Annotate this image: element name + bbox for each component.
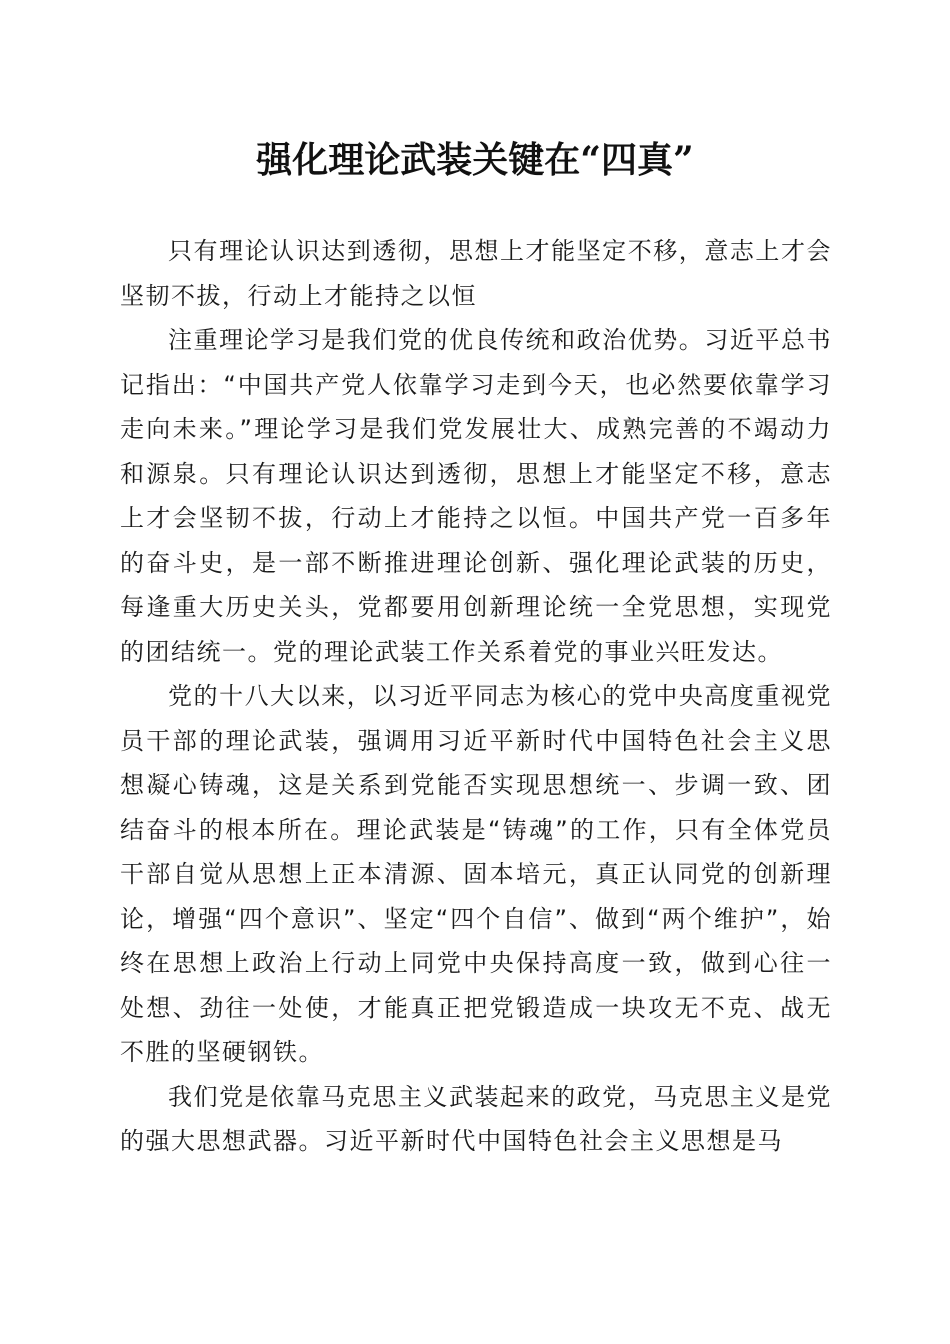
document-body (120, 229, 832, 1164)
paragraph: 我们党是依靠马克思主义武装起来的政党，马克思主义是党的强大思想武器。习近平新时代中国特色社会主义思想是马 (120, 1082, 832, 1155)
document-title: 强化理论武装关键在“四真” (256, 139, 694, 181)
paragraph: 党的十八大以来，以习近平同志为核心的党中央高度重视党员干部的理论武装，强调用习近平新时代中国特色社会主义思想凝心铸魂，这是关系到党能否实现思想统一、步调一致、团结奋斗的根本所在。理论武装是“铸魂”的工作，只有全体党员干部自觉从思想上正本清源、固本培元，真正认同党的创新理论，增强“四个意识”、坚定“四个自信”、做到“两个维护”，始终在思想上政治上行动上同党中央保持高度一致，做到心往一处想、劲往一处使，才能真正把党锻造成一块攻无不克、战无不胜的坚硬钢铁。 (120, 682, 832, 1066)
paragraph: 注重理论学习是我们党的优良传统和政治优势。习近平总书记指出：“中国共产党人依靠学习走到今天，也必然要依靠学习走向未来。”理论学习是我们党发展壮大、成熟完善的不竭动力和源泉。只有理论认识达到透彻，思想上才能坚定不移，意志上才会坚韧不拔，行动上才能持之以恒。中国共产党一百多年的奋斗史，是一部不断推进理论创新、强化理论武装的历史，每逢重大历史关头，党都要用创新理论统一全党思想，实现党的团结统一。党的理论武装工作关系着党的事业兴旺发达。 (120, 326, 832, 666)
paragraph-lead: 只有理论认识达到透彻，思想上才能坚定不移，意志上才会坚韧不拔，行动上才能持之以恒 (120, 237, 832, 310)
